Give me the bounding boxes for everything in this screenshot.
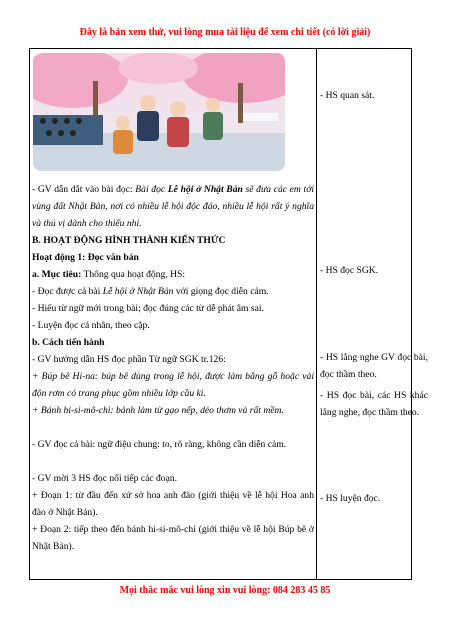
goal-item: - Luyện đọc cá nhân, theo cặp. [32, 320, 150, 331]
column-divider [316, 49, 317, 579]
student-item: - HS đọc SGK. [320, 265, 379, 276]
section-heading: B. HOẠT ĐỘNG HÌNH THÀNH KIẾN THỨC [32, 235, 226, 246]
method-item: - GV đọc cả bài: ngữ điệu chung: to, rõ ràng, không cần diễn cảm. [32, 439, 287, 450]
vocab-item: + Bánh hi-si-mô-chi: bánh làm từ gạo nếp, dẻo thơm và rất mềm. [32, 405, 284, 416]
lesson-table [29, 48, 428, 580]
intro-paragraph: - GV dẫn dắt vào bài đọc: Bài đọc Lễ hội ở Nhật Bản sẽ đưa các em tới vùng đất Nhật Bản, nơi có nhiều lễ hội độc đáo, nhiều lễ hội rất ý nghĩa và thú vị dành cho thiếu nhi. [32, 184, 314, 229]
festival-illustration [33, 53, 285, 171]
goal-line: a. Mục tiêu: Thông qua hoạt động, HS: [32, 269, 186, 280]
student-item: - HS lắng nghe GV đọc bài, đọc thầm theo. [320, 352, 428, 380]
goal-item: - Đọc được cả bài Lễ hội ở Nhật Bản với giọng đọc diễn cảm. [32, 286, 269, 297]
preview-banner: Đây là bản xem thử, vui lòng mua tài liệu để xem chi tiết (có lời giải) [79, 27, 371, 38]
student-item: - HS đọc bài, các HS khác lắng nghe, đọc thầm theo. [320, 390, 428, 418]
paragraph-item: + Đoạn 2: tiếp theo đến bánh hi-si-mô-chi (giới thiệu về lễ hội Búp bê ở Nhật Bản). [32, 524, 314, 552]
paragraph-item: + Đoạn 1: từ đầu đến xứ sở hoa anh đào (giới thiệu về lễ hội Hoa anh đào ở Nhật Bản). [32, 490, 314, 518]
method-item: - GV mời 3 HS đọc nối tiếp các đoạn. [32, 473, 178, 484]
activity-heading: Hoạt động 1: Đọc văn bản [32, 252, 139, 263]
method-item: - GV hướng dẫn HS đọc phần Từ ngữ SGK tr.126: [32, 354, 226, 365]
vocab-item: + Búp bê Hi-na: búp bê dùng trong lễ hội, được làm bằng gỗ hoặc vải độn rơm có trang phục gồm nhiều lớp cầu kì. [32, 371, 314, 399]
student-item: - HS luyện đọc. [320, 493, 381, 504]
goal-item: - Hiểu từ ngữ mới trong bài; đọc đúng các từ dễ phát âm sai. [32, 303, 264, 314]
method-heading: b. Cách tiến hành [32, 337, 105, 348]
student-item: - HS quan sát. [320, 90, 375, 101]
contact-banner: Mọi thắc mắc vui lòng xin vui lòng: 084 283 45 85 [119, 585, 331, 596]
